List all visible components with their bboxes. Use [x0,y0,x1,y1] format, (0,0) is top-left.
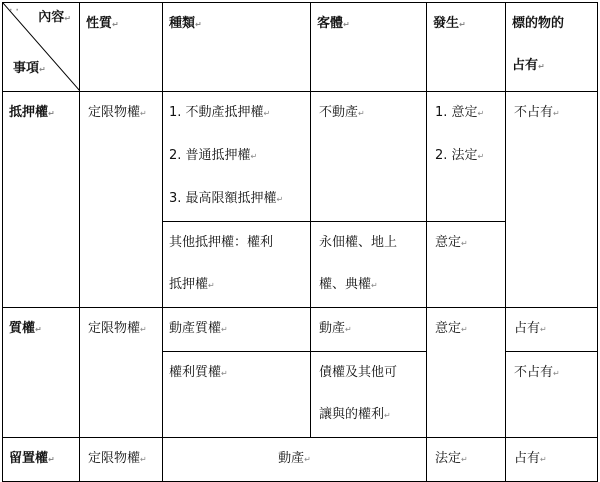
header-item-label: 事項↵ [13,61,46,76]
diagonal-header-cell [3,3,80,92]
lien-row [3,438,598,482]
mortgage-types: 1. 不動產抵押權↵ 2. 普通抵押權↵ 3. 最高限額抵押權↵ [163,92,311,222]
header-content-label: 內容↵ [38,10,71,25]
pledge-row [3,308,598,352]
lien-possession: 占有↵ [506,438,598,482]
rights-comparison-table [2,2,598,482]
pledge-nature: 定限物權↵ [80,308,163,438]
pledge-name: 質權↵ [3,308,80,438]
lien-name: 留置權↵ [3,438,80,482]
mortgage-other-origin: 意定↵ [427,222,506,308]
pledge-right-type: 權利質權↵ [163,352,311,438]
pledge-movable-possession: 占有↵ [506,308,598,352]
pledge-origin: 意定↵ [427,308,506,438]
mortgage-name: 抵押權↵ [3,92,80,308]
header-possession: 標的物的 占有↵ [506,3,598,92]
mortgage-other-object: 永佃權、地上 權、典權↵ [311,222,427,308]
lien-nature: 定限物權↵ [80,438,163,482]
header-object: 客體↵ [311,3,427,92]
lien-object: 動產↵ [163,438,427,482]
header-origin: 發生↵ [427,3,506,92]
pledge-right-object: 債權及其他可 讓與的權利↵ [311,352,427,438]
pledge-movable-type: 動產質權↵ [163,308,311,352]
diagonal-dots: · · [9,6,19,16]
mortgage-possession: 不占有↵ [506,92,598,308]
lien-origin: 法定↵ [427,438,506,482]
mortgage-row [3,92,598,222]
pledge-movable-object: 動產↵ [311,308,427,352]
pledge-right-possession: 不占有↵ [506,352,598,438]
mortgage-other-type: 其他抵押權：權利 抵押權↵ [163,222,311,308]
header-types: 種類↵ [163,3,311,92]
header-row [3,3,598,92]
mortgage-object: 不動產↵ [311,92,427,222]
mortgage-nature: 定限物權↵ [80,92,163,308]
mortgage-origin: 1. 意定↵ 2. 法定↵ [427,92,506,222]
header-nature: 性質↵ [80,3,163,92]
